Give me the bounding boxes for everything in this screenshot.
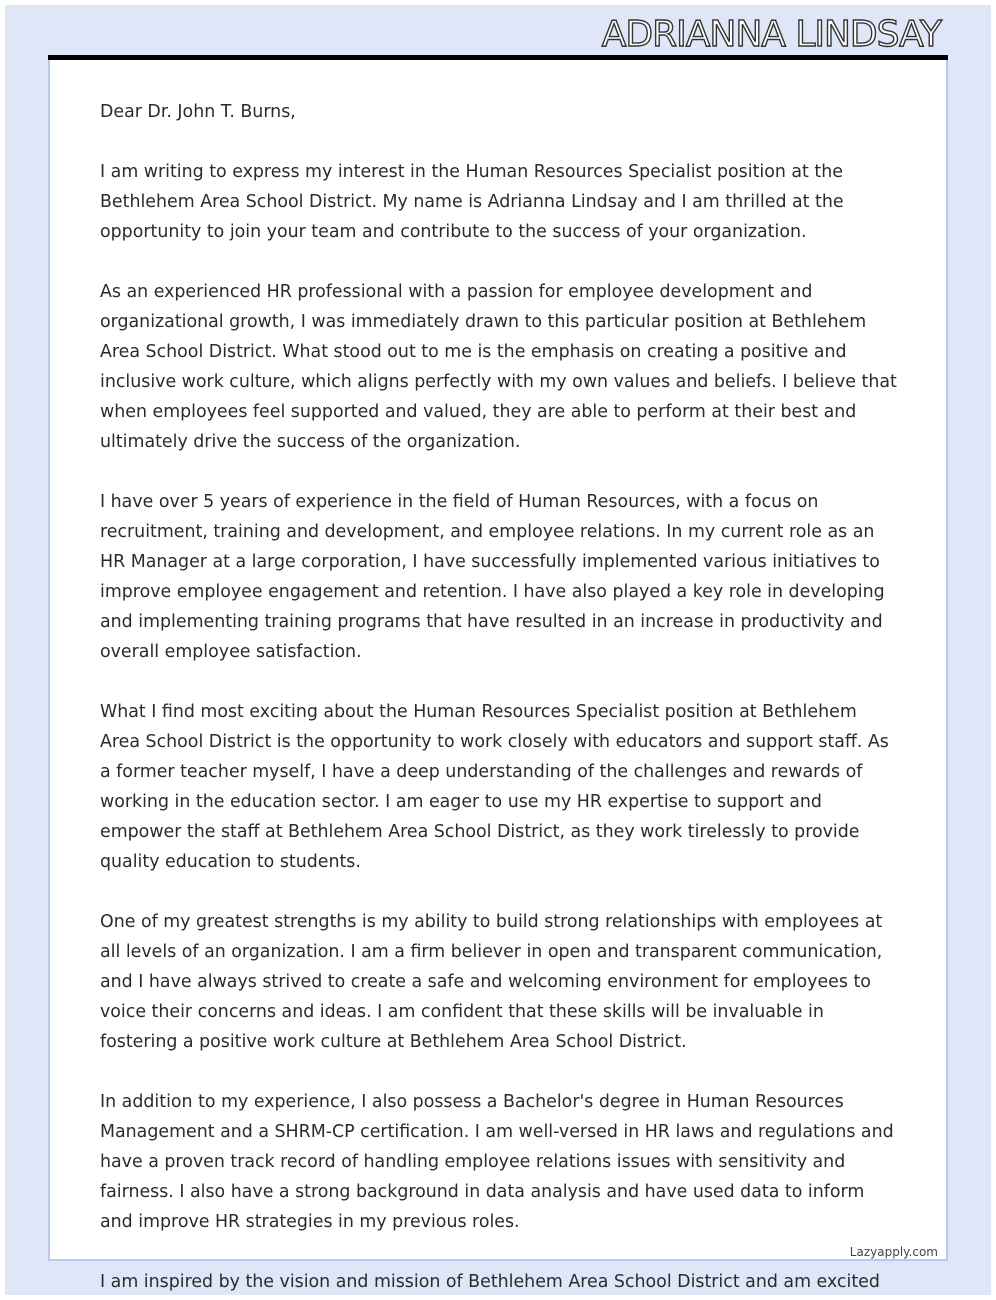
applicant-name-heading: ADRIANNA LINDSAY bbox=[601, 14, 941, 55]
letter-paragraph: In addition to my experience, I also possess a Bachelor's degree in Human Resources Management and a SHRM-CP certification. I am well-versed in HR laws and regulations and have a proven track record of handling employee relations issues with sensitivity and fairness. I also have a strong background in data analysis and have used data to inform and improve HR strategies in my previous roles. bbox=[100, 1092, 894, 1232]
letter-paragraph: I am inspired by the vision and mission of Bethlehem Area School District and am excited bbox=[100, 1272, 880, 1292]
page-background bbox=[5, 5, 991, 1295]
watermark-text: Lazyapply.com bbox=[849, 1245, 938, 1259]
salutation: Dear Dr. John T. Burns, bbox=[100, 102, 296, 122]
letter-paragraph: I am writing to express my interest in the Human Resources Specialist position at the Bethlehem Area School District. My name is Adrianna Lindsay and I am thrilled at the opportunity to join your team and contribute to the success of your organization. bbox=[100, 162, 844, 242]
letter-paragraph: As an experienced HR professional with a passion for employee development and organizational growth, I was immediately drawn to this particular position at Bethlehem Area School District. What stood out to me is the emphasis on creating a positive and inclusive work culture, which aligns perfectly with my own values and beliefs. I believe that when employees feel supported and valued, they are able to perform at their best and ultimately drive the success of the organization. bbox=[100, 282, 897, 452]
letter-paragraph: One of my greatest strengths is my ability to build strong relationships with employees at all levels of an organization. I am a firm believer in open and transparent communication, and I have always strived to create a safe and welcoming environment for employees to voice their concerns and ideas. I am confident that these skills will be invaluable in fostering a positive work culture at Bethlehem Area School District. bbox=[100, 912, 883, 1052]
letter-paragraph: I have over 5 years of experience in the field of Human Resources, with a focus on recruitment, training and development, and employee relations. In my current role as an HR Manager at a large corporation, I have successfully implemented various initiatives to improve employee engagement and retention. I have also played a key role in developing and implementing training programs that have resulted in an increase in productivity and overall employee satisfaction. bbox=[100, 492, 885, 662]
letter-body bbox=[100, 97, 900, 1295]
letter-paragraph: What I find most exciting about the Human Resources Specialist position at Bethlehem Area School District is the opportunity to work closely with educators and support staff. As a former teacher myself, I have a deep understanding of the challenges and rewards of working in the education sector. I am eager to use my HR expertise to support and empower the staff at Bethlehem Area School District, as they work tirelessly to provide quality education to students. bbox=[100, 702, 889, 872]
